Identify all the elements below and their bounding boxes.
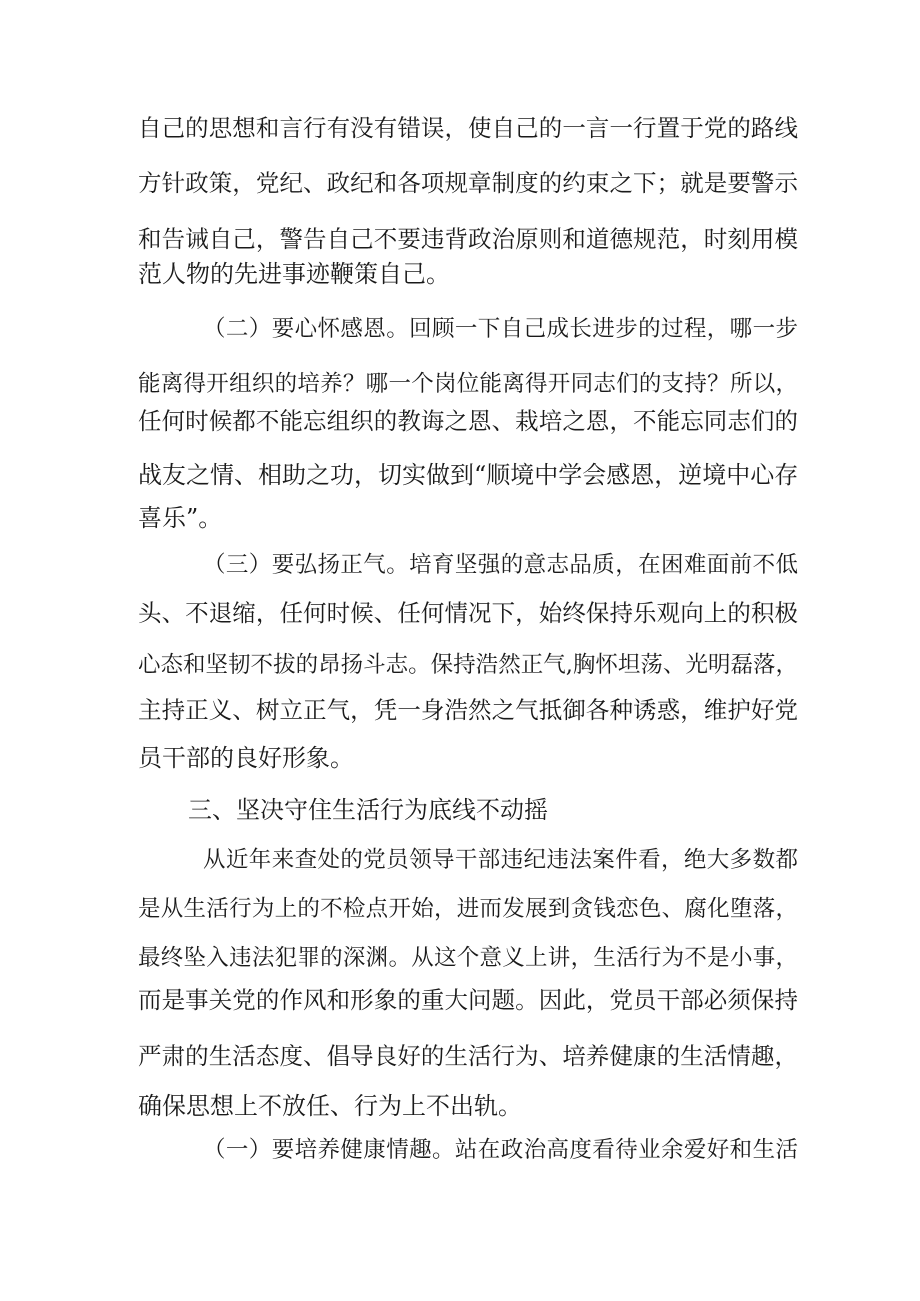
paragraph-4-line-3: 最终坠入违法犯罪的深渊。从这个意义上讲，生活行为不是小事， <box>138 945 798 971</box>
paragraph-2-line-4: 战友之情、相助之功，切实做到“顺境中学会感恩，逆境中心存 <box>138 461 799 489</box>
paragraph-3-line-3: 心态和坚韧不拔的昂扬斗志。保持浩然正气,胸怀坦荡、光明磊落， <box>138 652 798 678</box>
paragraph-1-line-1: 自己的思想和言行有没有错误，使自己的一言一行置于党的路线 <box>138 114 798 142</box>
paragraph-3-line-1: （三）要弘扬正气。培育坚强的意志品质，在困难面前不低 <box>203 552 798 578</box>
paragraph-2-line-1: （二）要心怀感恩。回顾一下自己成长进步的过程，哪一步 <box>203 316 798 342</box>
paragraph-4-line-6: 确保思想上不放任、行为上不出轨。 <box>138 1092 522 1120</box>
paragraph-3-line-4: 主持正义、树立正气，凭一身浩然之气抵御各种诱惑，维护好党 <box>138 696 798 724</box>
paragraph-2-line-2: 能离得开组织的培养？哪一个岗位能离得开同志们的支持？所以， <box>138 371 798 397</box>
paragraph-4-line-4: 而是事关党的作风和形象的重大问题。因此，党员干部必须保持 <box>138 986 798 1014</box>
paragraph-2-line-5: 喜乐”。 <box>138 504 223 532</box>
paragraph-3-line-5: 员干部的良好形象。 <box>138 744 354 772</box>
paragraph-4-line-2: 是从生活行为上的不检点开始，进而发展到贪钱恋色、腐化堕落， <box>138 896 798 922</box>
paragraph-3-line-2: 头、不退缩，任何时候、任何情况下，始终保持乐观向上的积极 <box>138 599 798 627</box>
paragraph-1-line-2: 方针政策，党纪、政纪和各项规章制度的约束之下；就是要警示 <box>138 169 798 197</box>
paragraph-5-line-1: （一）要培养健康情趣。站在政治高度看待业余爱好和生活 <box>203 1137 798 1163</box>
paragraph-2-line-3: 任何时候都不能忘组织的教诲之恩、栽培之恩，不能忘同志们的 <box>138 407 798 435</box>
section-heading: 三、坚决守住生活行为底线不动摇 <box>188 796 548 824</box>
paragraph-4-line-1: 从近年来查处的党员领导干部违纪违法案件看，绝大多数都 <box>203 847 798 873</box>
paragraph-4-line-5: 严肃的生活态度、倡导良好的生活行为、培养健康的生活情趣， <box>138 1042 798 1070</box>
paragraph-1-line-3: 和告诫自己，警告自己不要违背政治原则和道德规范，时刻用模 <box>138 225 798 253</box>
paragraph-1-line-4: 范人物的先进事迹鞭策自己。 <box>138 260 450 288</box>
